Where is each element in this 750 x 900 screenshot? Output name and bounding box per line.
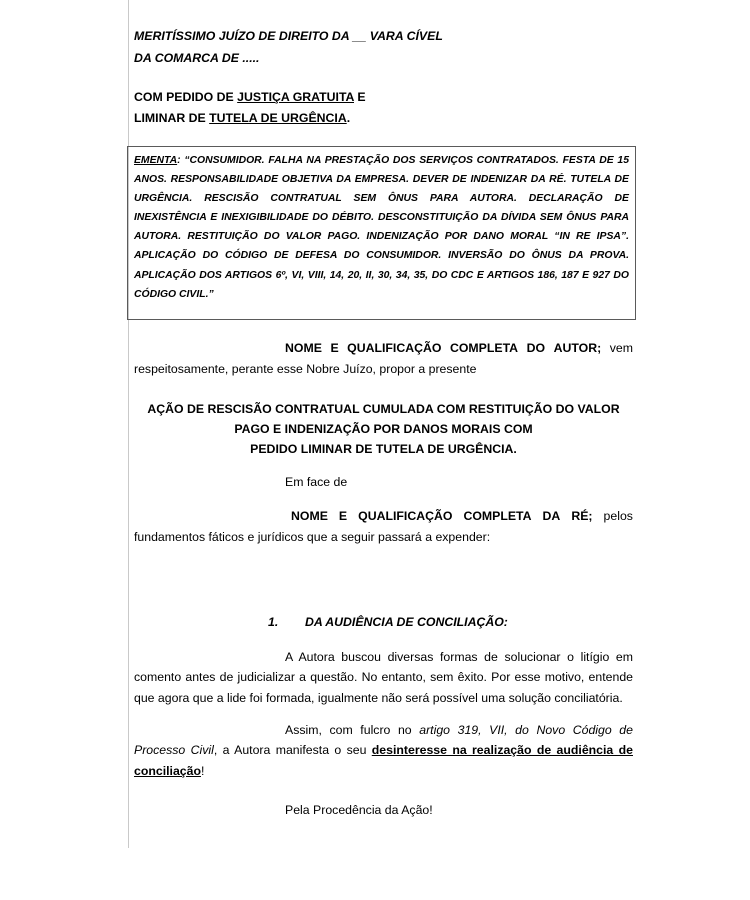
request-line-2-suffix: . <box>346 111 351 125</box>
tutela-de-urgencia: TUTELA DE URGÊNCIA <box>209 111 347 125</box>
legal-citation: artigo 319, VII, do Novo Código de Processo Civil <box>134 723 633 758</box>
request-line-1-prefix: COM PEDIDO DE <box>134 90 238 104</box>
defendant-tail: pelos <box>603 509 633 523</box>
author-word: AUTOR; <box>553 341 602 355</box>
paragraph-2-part-1: Assim, com fulcro no <box>285 723 420 737</box>
author-word: COMPLETA <box>449 341 519 355</box>
defendant-word: E <box>338 509 348 523</box>
court-header-line-2: DA COMARCA DE ..... <box>134 51 260 65</box>
paragraph-2-part-3: ! <box>200 763 205 778</box>
author-line-2: respeitosamente, perante esse Nobre Juízo, propor a presente <box>134 362 477 376</box>
section-1-number: 1. <box>268 615 279 629</box>
court-header-line-1: MERITÍSSIMO JUÍZO DE DIREITO DA __ VARA CÍVEL <box>134 29 443 43</box>
section-1-title: DA AUDIÊNCIA DE CONCILIAÇÃO: <box>305 615 508 629</box>
author-word: E <box>330 341 339 355</box>
closing-statement: Pela Procedência da Ação! <box>285 803 433 817</box>
paragraph-conciliation-attempts: A Autora buscou diversas formas de solucionar o litígio em comento antes de judicializar a questão. No entanto, sem êxito. Por esse motivo, entende que agora que a lide foi formada, igualmente não será possível uma solução conciliatória. <box>134 650 633 705</box>
against-line-2: fundamentos fáticos e jurídicos que a seguir passará a expender: <box>134 530 491 544</box>
defendant-word: DA <box>542 509 561 523</box>
defendant-word: RÉ; <box>571 509 593 523</box>
ementa-body: : “CONSUMIDOR. FALHA NA PRESTAÇÃO DOS SERVIÇOS CONTRATADOS. FESTA DE 15 ANOS. RESPONSABILIDADE OBJETIVA DA EMPRESA. DEVER DE INDENIZAR DA RÉ. TUTELA DE URGÊNCIA. RESCISÃO CONTRATUAL SEM ÔNUS PARA AUTORA. DECLARAÇÃO DE INEXISTÊNCIA E INEXIGIBILIDADE DO DÉBITO. DESCONSTITUIÇÃO DA DÍVIDA SEM ÔNUS PARA AUTORA. RESTITUIÇÃO DO VALOR PAGO. INDENIZAÇÃO POR DANO MORAL “IN RE IPSA”. APLICAÇÃO DO CÓDIGO DE DEFESA DO CONSUMIDOR. INVERSÃO DO ÔNUS DA PROVA. APLICAÇÃO DOS ARTIGOS 6º, VI, VIII, 14, 20, II, 30, 34, 35, DO CDC E ARTIGOS 186, 187 E 927 DO CÓDIGO CIVIL.” <box>134 155 629 300</box>
request-line-2-prefix: LIMINAR DE <box>134 111 210 125</box>
request-line-1-suffix: E <box>354 90 366 104</box>
paragraph-disinterest <box>134 720 633 781</box>
defendant-word: NOME <box>291 509 328 523</box>
author-qualification-line <box>285 341 633 355</box>
request-line-1 <box>134 90 366 104</box>
ementa-label: EMENTA <box>134 155 178 166</box>
request-line-2 <box>134 111 350 125</box>
defendant-word: QUALIFICAÇÃO <box>358 509 453 523</box>
against-intro: Em face de <box>285 475 348 489</box>
disinterest-statement: desinteresse na realização de audiência de conciliação <box>134 743 633 778</box>
author-word: NOME <box>285 341 322 355</box>
action-title-line-1: AÇÃO DE RESCISÃO CONTRATUAL CUMULADA COM RESTITUIÇÃO DO VALOR <box>147 402 620 416</box>
action-title-line-2: PAGO E INDENIZAÇÃO POR DANOS MORAIS COM <box>234 422 533 436</box>
defendant-word: COMPLETA <box>463 509 532 523</box>
ementa-text <box>134 151 629 304</box>
justica-gratuita: JUSTIÇA GRATUITA <box>237 90 354 104</box>
defendant-qualification-line <box>291 509 633 523</box>
page-margin-line <box>128 0 129 848</box>
paragraph-2-part-2: , a Autora manifesta o seu <box>213 743 372 758</box>
author-word: DO <box>526 341 546 355</box>
author-word: QUALIFICAÇÃO <box>347 341 442 355</box>
action-title-line-3: PEDIDO LIMINAR DE TUTELA DE URGÊNCIA. <box>250 442 517 456</box>
author-tail: vem <box>609 341 633 355</box>
